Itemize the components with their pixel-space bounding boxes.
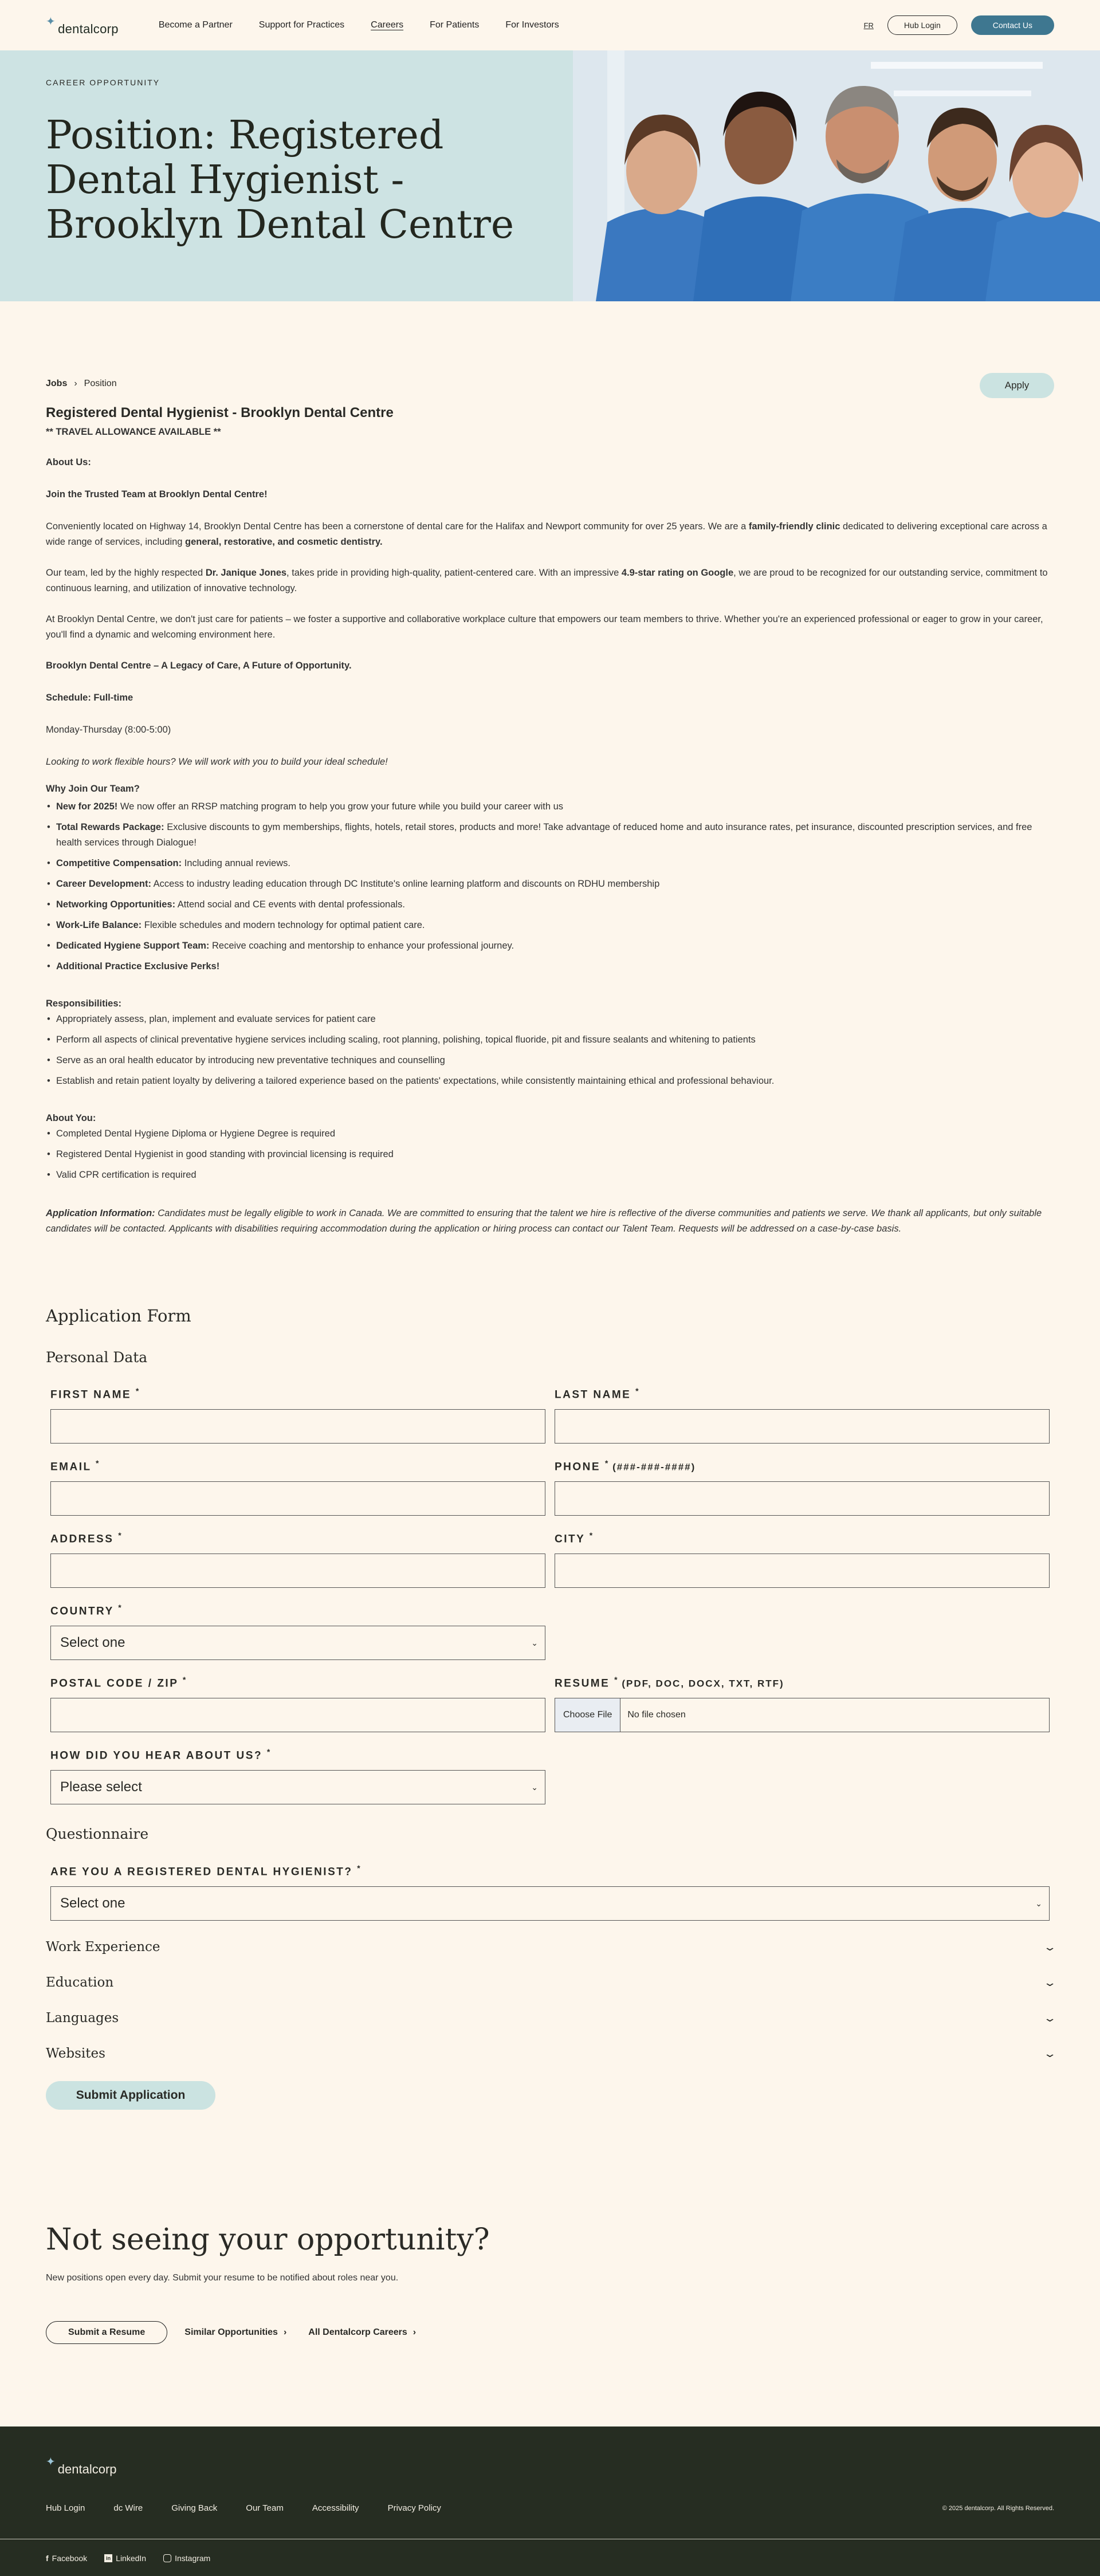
city-field[interactable] [555,1554,1050,1588]
resume-label: RESUME * (PDF, DOC, DOCX, TXT, RTF) [555,1675,784,1690]
list-item: • Registered Dental Hygienist in good standing with provincial licensing is required [46,1147,1054,1162]
footer-links [46,2503,441,2513]
not-seeing-text: New positions open every day. Submit your resume to be notified about roles near you. [46,2273,399,2283]
application-information: Application Information: Candidates must be legally eligible to work in Canada. We are committed to ensuring that the talent we hire is reflective of the diverse communities and patients we serve. We thank all applicants, but only suitable candidates will be contacted. Applicants with disabilities requiring accommodation during the application or hiring process can contact our Talent Team. Requests will be addressed on a case-by-case basis. [46,1208,1042,1234]
last-name-group [555,1386,1050,1444]
registered-select-value: Select one [60,1895,125,1912]
country-select-value: Select one [60,1635,125,1651]
chevron-right-icon: › [283,2327,287,2337]
chevron-right-icon: › [74,379,77,388]
list-item: • Work-Life Balance: Flexible schedules and modern technology for optimal patient care. [46,918,1054,933]
list-item: • Networking Opportunities: Attend social and CE events with dental professionals. [46,897,1054,913]
chevron-down-icon: ⌄ [1043,2012,1057,2024]
intro-paragraph: Conveniently located on Highway 14, Brooklyn Dental Centre has been a cornerstone of dental care for the Halifax and Newport community for over 25 years. We are a family-friendly clinic dedicated to delivering exceptional care across a wide range of services, including general, restorative, and cosmetic dentistry. [46,521,1047,547]
footer-logo[interactable] [46,2454,117,2477]
legacy-heading: Brooklyn Dental Centre – A Legacy of Care, A Future of Opportunity. [46,660,352,671]
file-status: No file chosen [627,1710,686,1720]
registered-select[interactable] [50,1886,1050,1921]
logo[interactable] [46,14,119,37]
footer-link-our-team[interactable]: Our Team [246,2503,284,2513]
about-us-heading: About Us: [46,457,91,467]
copyright: © 2025 dentalcorp. All Rights Reserved. [942,2505,1054,2512]
breadcrumb-jobs[interactable]: Jobs [46,379,68,388]
chevron-right-icon: › [412,2327,417,2337]
application-form-heading: Application Form [46,1306,191,1326]
requirements-list [46,1126,1054,1183]
accordion-websites[interactable]: Websites ⌄ [46,2046,1057,2061]
chevron-down-icon: ⌄ [1043,1941,1057,1953]
accordion-work-experience[interactable]: Work Experience ⌄ [46,1940,1057,1954]
nav-for-patients[interactable]: For Patients [430,20,480,30]
list-item: • Competitive Compensation: Including annual reviews. [46,856,1054,871]
email-field[interactable] [50,1481,545,1516]
list-item: • New for 2025! We now offer an RRSP matching program to help you grow your future while you build your career with us [46,799,1054,815]
city-group [555,1531,1050,1588]
submit-application-button[interactable]: Submit Application [46,2081,215,2110]
resume-file-input [555,1698,1050,1732]
footer-link-giving-back[interactable]: Giving Back [171,2503,218,2513]
job-title: Registered Dental Hygienist - Brooklyn Dental Centre [46,405,394,420]
list-item: • Establish and retain patient loyalty by delivering a tailored experience based on the patients' expectations, while consistently maintaining ethical and professional behaviour. [46,1073,1054,1089]
list-item: • Perform all aspects of clinical preventative hygiene services including scaling, root planning, polishing, topical fluoride, pit and fissure sealants and whitening to patients [46,1032,1054,1048]
all-careers-link[interactable]: All Dentalcorp Careers › [308,2327,417,2337]
join-heading: Join the Trusted Team at Brooklyn Dental Centre! [46,489,268,500]
not-seeing-title: Not seeing your opportunity? [46,2223,490,2257]
hero-eyebrow: CAREER OPPORTUNITY [46,78,160,87]
chevron-down-icon: ⌄ [1035,1898,1042,1908]
chevron-down-icon: ⌄ [1043,1976,1057,1989]
not-seeing-actions [46,2321,416,2344]
list-item: • Valid CPR certification is required [46,1167,1054,1183]
first-name-group [50,1386,545,1444]
site-footer [0,2426,1100,2576]
address-label: ADDRESS * [50,1531,121,1545]
similar-opportunities-link[interactable]: Similar Opportunities › [184,2327,287,2337]
social-linkedin[interactable]: in LinkedIn [104,2554,146,2563]
list-item: • Total Rewards Package: Exclusive discounts to gym memberships, flights, hotels, retail stores, products and more! Take advantage of reduced home and auto insurance rates, pet insurance, discounted prescription services, and free health services through Dialogue! [46,820,1054,851]
list-item: • Career Development: Access to industry leading education through DC Institute's online learning platform and discounts on RDHU membership [46,876,1054,892]
email-group [50,1458,545,1516]
hear-about-group [50,1747,545,1804]
list-item: • Serve as an oral health educator by introducing new preventative techniques and counselling [46,1053,1054,1068]
hear-about-label: HOW DID YOU HEAR ABOUT US? * [50,1747,270,1762]
footer-link-accessibility[interactable]: Accessibility [312,2503,359,2513]
city-label: CITY * [555,1531,593,1545]
facebook-icon: f [46,2554,49,2563]
instagram-icon [163,2554,171,2562]
submit-resume-button[interactable]: Submit a Resume [46,2321,167,2344]
about-you-heading: About You: [46,1113,96,1123]
email-label: EMAIL * [50,1458,99,1473]
team-paragraph: Our team, led by the highly respected Dr. Janique Jones, takes pride in providing high-quality, patient-centered care. With an impressive 4.9-star rating on Google, we are proud to be recognized for our outstanding service, commitment to continuous learning, and utilization of innovative technology. [46,568,1048,593]
questionnaire-heading: Questionnaire [46,1826,149,1842]
nav-become-partner[interactable]: Become a Partner [158,20,233,30]
footer-link-privacy-policy[interactable]: Privacy Policy [387,2503,441,2513]
chevron-down-icon: ⌄ [531,1782,538,1792]
responsibilities-list [46,1012,1054,1089]
country-label: COUNTRY * [50,1603,121,1618]
job-content [46,375,1054,1237]
phone-label: PHONE * (###-###-####) [555,1458,696,1473]
social-facebook[interactable]: f Facebook [46,2554,88,2563]
nav-careers[interactable]: Careers [371,20,404,30]
chevron-down-icon: ⌄ [531,1638,538,1647]
first-name-field[interactable] [50,1409,545,1444]
language-toggle[interactable]: FR [863,21,874,30]
hero [0,50,1100,301]
hear-about-select[interactable] [50,1770,545,1804]
phone-field[interactable] [555,1481,1050,1516]
chevron-down-icon: ⌄ [1043,2047,1057,2060]
breadcrumb-position: Position [84,379,117,388]
country-select[interactable] [50,1626,545,1660]
travel-allowance: ** TRAVEL ALLOWANCE AVAILABLE ** [46,427,221,437]
sparkle-icon: ✦ [46,15,56,28]
address-field[interactable] [50,1554,545,1588]
postal-label: POSTAL CODE / ZIP * [50,1675,186,1690]
social-links [46,2554,210,2563]
linkedin-icon: in [104,2554,112,2562]
phone-group [555,1458,1050,1516]
schedule-hours: Monday-Thursday (8:00-5:00) [46,725,171,735]
footer-link-dc-wire[interactable]: dc Wire [113,2503,143,2513]
resume-group [555,1675,1050,1732]
list-item: • Additional Practice Exclusive Perks! [46,959,1054,974]
benefits-list [46,799,1054,974]
breadcrumb [46,375,1054,392]
first-name-label: FIRST NAME * [50,1386,139,1401]
sparkle-icon: ✦ [46,2456,56,2468]
schedule-heading: Schedule: Full-time [46,693,133,703]
list-item: • Completed Dental Hygiene Diploma or Hygiene Degree is required [46,1126,1054,1142]
registered-group [50,1863,1050,1921]
why-join-heading: Why Join Our Team? [46,784,140,794]
accordion-education[interactable]: Education ⌄ [46,1975,1057,1990]
accordion-list [46,1929,1057,2071]
postal-group [50,1675,545,1732]
last-name-field[interactable] [555,1409,1050,1444]
footer-logo-text: dentalcorp [57,2462,117,2476]
postal-code-field[interactable] [50,1698,545,1732]
team-photo-illustration [573,50,1100,301]
flexible-hours-note: Looking to work flexible hours? We will work with you to build your ideal schedule! [46,757,388,767]
nav-support-practices[interactable]: Support for Practices [258,20,345,30]
apply-button[interactable]: Apply [980,373,1054,398]
nav-for-investors[interactable]: For Investors [505,20,559,30]
personal-data-heading: Personal Data [46,1349,148,1366]
footer-link-hub-login[interactable]: Hub Login [46,2503,85,2513]
registered-label: ARE YOU A REGISTERED DENTAL HYGIENIST? * [50,1863,360,1878]
logo-text: dentalcorp [58,22,119,36]
accordion-languages[interactable]: Languages ⌄ [46,2011,1057,2026]
contact-us-button[interactable]: Contact Us [971,15,1054,35]
list-item: • Appropriately assess, plan, implement and evaluate services for patient care [46,1012,1054,1027]
hub-login-button[interactable]: Hub Login [887,15,957,35]
address-group [50,1531,545,1588]
hero-title: Position: Registered Dental Hygienist - Brooklyn Dental Centre [46,113,514,247]
choose-file-button[interactable]: Choose File [555,1698,620,1732]
country-group [50,1603,545,1660]
header-actions [864,15,1054,35]
main-nav [159,20,559,30]
last-name-label: LAST NAME * [555,1386,639,1401]
social-instagram[interactable]: Instagram [163,2554,210,2563]
site-header [0,0,1100,50]
culture-paragraph: At Brooklyn Dental Centre, we don't just care for patients – we foster a supportive and collaborative workplace culture that empowers our team members to thrive. Whether you're an experienced professional or eager to grow in your career, you'll find a dynamic and welcoming environment here. [46,614,1043,640]
list-item: • Dedicated Hygiene Support Team: Receive coaching and mentorship to enhance your professional journey. [46,938,1054,954]
team-photo [573,50,1100,301]
hear-about-select-value: Please select [60,1779,142,1795]
responsibilities-heading: Responsibilities: [46,998,122,1009]
